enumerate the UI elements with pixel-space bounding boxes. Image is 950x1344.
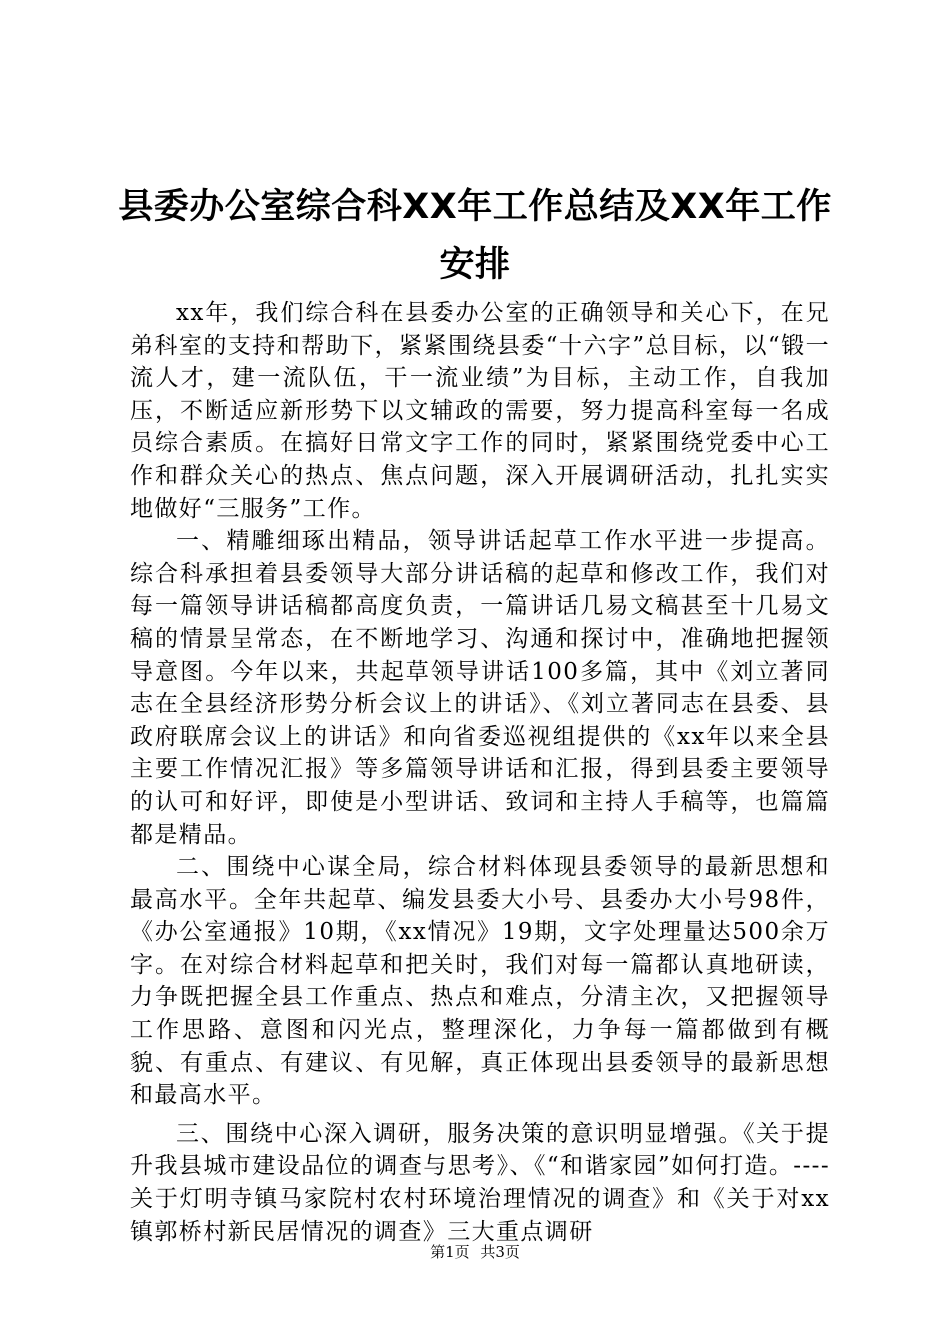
page-total: 共3页 [480,1243,520,1261]
paragraph-section-1: 一、精雕细琢出精品，领导讲话起草工作水平进一步提高。综合科承担着县委领导大部分讲话稿的起草和修改工作，我们对每一篇领导讲话稿都高度负责，一篇讲话几易文稿甚至十几易文稿的情景呈常态，在不断地学习、沟通和探讨中，准确地把握领导意图。今年以来，共起草领导讲话100多篇，其中《刘立著同志在全县经济形势分析会议上的讲话》、《刘立著同志在县委、县政府联席会议上的讲话》和向省委巡视组提供的《xx年以来全县主要工作情况汇报》等多篇领导讲话和汇报，得到县委主要领导的认可和好评，即使是小型讲话、致词和主持人手稿等，也篇篇都是精品。 [130,528,830,848]
document-title: 县委办公室综合科XX年工作总结及XX年工作安排 [118,187,832,285]
paragraph-section-3: 三、围绕中心深入调研，服务决策的意识明显增强。《关于提升我县城市建设品位的调查与思考》、《“和谐家园”如何打造。----关于灯明寺镇马家院村农村环境治理情况的调查》和《关于对xx镇郭桥村新民居情况的调查》三大重点调研 [130,1120,830,1245]
document-body [130,297,830,1248]
paragraph-intro: xx年，我们综合科在县委办公室的正确领导和关心下，在兄弟科室的支持和帮助下，紧紧围绕县委“十六字”总目标，以“锻一流人才，建一流队伍，干一流业绩”为目标，主动工作，自我加压，不断适应新形势下以文辅政的需要，努力提高科室每一名成员综合素质。在搞好日常文字工作的同时，紧紧围绕党委中心工作和群众关心的热点、焦点问题，深入开展调研活动，扎扎实实地做好“三服务”工作。 [130,300,830,522]
page-number: 第1页 [430,1243,470,1261]
paragraph-section-2: 二、围绕中心谋全局，综合材料体现县委领导的最新思想和最高水平。全年共起草、编发县委大小号、县委办大小号98件，《办公室通报》10期，《xx情况》19期，文字处理量达500余万字。在对综合材料起草和把关时，我们对每一篇都认真地研读，力争既把握全县工作重点、热点和难点，分清主次，又把握领导工作思路、意图和闪光点，整理深化，力争每一篇都做到有概貌、有重点、有建议、有见解，真正体现出县委领导的最新思想和最高水平。 [130,854,830,1109]
page-footer [0,1242,950,1262]
